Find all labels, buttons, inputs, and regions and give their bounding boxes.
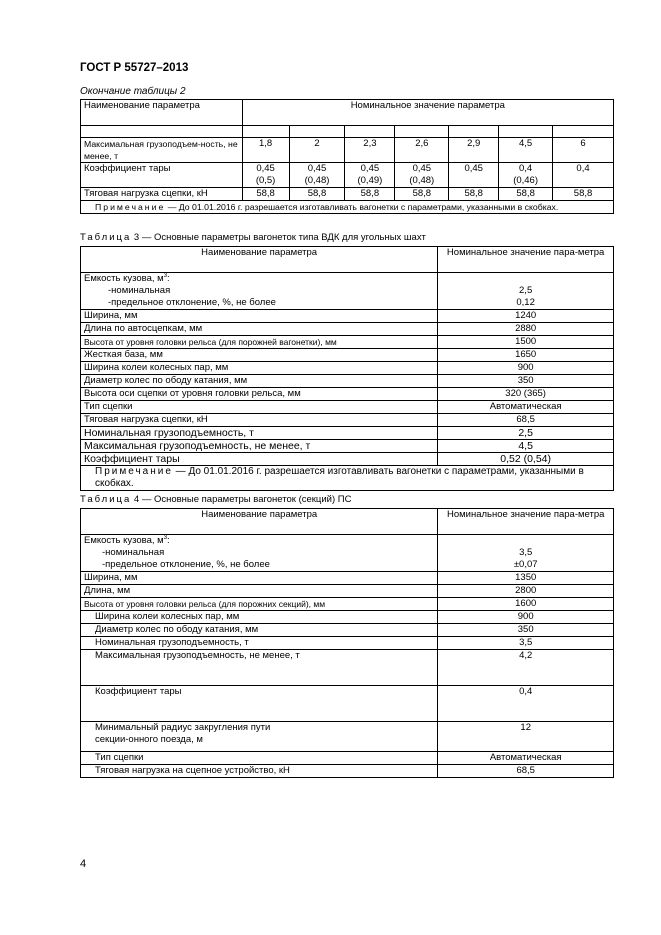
t4-cap-label: Емкость кузова, м (84, 535, 164, 546)
t2-cell: 0,45 (0,5) (242, 163, 289, 188)
t4-row-value: 12 (438, 722, 614, 752)
t2-header-value: Номинальное значение параметра (242, 100, 613, 126)
t4-row-value: Автоматическая (438, 752, 614, 765)
t4-row-label: Тип сцепки (81, 752, 438, 765)
t3-row-value: 1500 (438, 336, 614, 349)
t2-cell: 1,8 (242, 138, 289, 163)
t4-row-value: 1350 (438, 572, 614, 585)
table4-caption-text: 4 — Основные параметры вагонеток (секций) ПС (133, 494, 352, 505)
t2-cell: 58,8 (553, 188, 614, 201)
t2-cell: 0,45 (0,49) (345, 163, 395, 188)
t2-row-label: Максимальная грузоподъем-ность, не менее, т (81, 138, 243, 163)
t3-row-label: Высота от уровня головки рельса (для порожней вагонетки), мм (81, 336, 438, 349)
t3-row-label: Максимальная грузоподъемность, не менее, т (81, 440, 438, 453)
t3-row-label: Тип сцепки (81, 401, 438, 414)
t2-cell: 0,4 (553, 163, 614, 188)
t3-capacity-label: Емкость кузова, $м^3$: -номинальная -предельное отклонение, %, не более (81, 273, 438, 310)
table-4 (80, 508, 614, 778)
t4-row-value: 350 (438, 624, 614, 637)
t2-cell: 58,8 (499, 188, 553, 201)
t2-cell: 2,3 (345, 138, 395, 163)
t3-row-label: Высота оси сцепки от уровня головки рельса, мм (81, 388, 438, 401)
t4-cap-sub2: -предельное отклонение, %, не более (102, 559, 270, 570)
t3-header-value: Номинальное значение пара-метра (438, 247, 614, 273)
document-header: ГОСТ Р 55727–2013 (80, 62, 189, 74)
t4-capacity-values (438, 535, 614, 572)
t3-row-value: 68,5 (438, 414, 614, 427)
t2-cell: 0,4 (0,46) (499, 163, 553, 188)
t2-cell: 2,9 (449, 138, 499, 163)
t3-row-value: 350 (438, 375, 614, 388)
t2-cell: 4,5 (499, 138, 553, 163)
t3-row-label: Тяговая нагрузка сцепки, кН (81, 414, 438, 427)
t2-row-label: Коэффициент тары (81, 163, 243, 188)
t4-row-value: 2800 (438, 585, 614, 598)
t4-cap-sup: 3 (163, 534, 168, 541)
table-3 (80, 246, 614, 491)
t3-row-value: 1650 (438, 349, 614, 362)
t3-cap-label: Емкость кузова, м (84, 273, 164, 284)
t3-row-label: Коэффициент тары (81, 453, 438, 466)
t3-row-value: 320 (365) (438, 388, 614, 401)
table4-caption-word: Таблица (80, 494, 132, 505)
table-2 (80, 99, 614, 214)
t4-row-label: Максимальная грузоподъемность, не менее, т (81, 650, 438, 686)
t4-row-value: 900 (438, 611, 614, 624)
table2-caption: Окончание таблицы 2 (80, 86, 186, 97)
t3-cap-sub1: -номинальная (108, 285, 171, 296)
t3-row-label: Ширина, мм (81, 310, 438, 323)
table4-caption (80, 494, 351, 505)
t2-row-label: Тяговая нагрузка сцепки, кН (81, 188, 243, 201)
t3-row-label: Ширина колеи колесных пар, мм (81, 362, 438, 375)
t4-row-label: Длина, мм (81, 585, 438, 598)
t3-note-text: — До 01.01.2016 г. разрешается изготавливать вагонетки с параметрами, указанными в скобках. (95, 466, 584, 489)
t2-cell: 58,8 (395, 188, 449, 201)
t3-row-value: 900 (438, 362, 614, 375)
t3-row-label: Диаметр колес по ободу катания, мм (81, 375, 438, 388)
t3-row-value: Автоматическая (438, 401, 614, 414)
t4-capacity-label: Емкость кузова, $м^3$: -номинальная -предельное отклонение, %, не более (81, 535, 438, 572)
t4-row-value: 0,4 (438, 686, 614, 722)
t3-row-value: 1240 (438, 310, 614, 323)
t2-header-name: Наименование параметра (81, 100, 243, 126)
t3-cap-sup: 3 (163, 272, 168, 279)
t2-cell: 58,8 (289, 188, 345, 201)
t3-capacity-values (438, 273, 614, 310)
page-number: 4 (80, 858, 87, 870)
t3-row-label: Длина по автосцепкам, мм (81, 323, 438, 336)
t4-row-label: Диаметр колес по ободу катания, мм (81, 624, 438, 637)
t2-note (81, 201, 614, 214)
t3-cap-sub2: -предельное отклонение, %, не более (108, 297, 276, 308)
t4-header-value: Номинальное значение пара-метра (438, 509, 614, 535)
t4-cap-sub1: -номинальная (102, 547, 165, 558)
t4-row-value: 68,5 (438, 765, 614, 778)
t4-row-label: Коэффициент тары (81, 686, 438, 722)
t3-note-word: Примечание (95, 466, 173, 477)
t4-row-value: 4,2 (438, 650, 614, 686)
t4-row-label: Высота от уровня головки рельса (для порожних секций), мм (81, 598, 438, 611)
t2-cell: 58,8 (449, 188, 499, 201)
t2-cell: 0,45 (449, 163, 499, 188)
t4-row-label: Ширина, мм (81, 572, 438, 585)
t2-cell: 0,45 (0,48) (289, 163, 345, 188)
t4-cap-val2: ±0,07 (513, 559, 538, 570)
t3-note (81, 466, 614, 491)
table3-caption (80, 232, 426, 243)
table3-caption-word: Таблица (80, 232, 132, 243)
t2-cell: 58,8 (242, 188, 289, 201)
t3-cap-val2: 0,12 (516, 297, 535, 308)
t4-header-name: Наименование параметра (81, 509, 438, 535)
t3-row-value: 2880 (438, 323, 614, 336)
t2-cell: 58,8 (345, 188, 395, 201)
t3-row-value: 0,52 (0,54) (438, 453, 614, 466)
t4-row-label: Минимальный радиус закругления пути секции-онного поезда, м (81, 722, 438, 752)
t3-header-name: Наименование параметра (81, 247, 438, 273)
t3-row-value: 4,5 (438, 440, 614, 453)
t4-row-label: Номинальная грузоподъемность, т (81, 637, 438, 650)
t3-row-label: Номинальная грузоподъемность, т (81, 427, 438, 440)
t3-row-value: 2,5 (438, 427, 614, 440)
t2-cell: 2,6 (395, 138, 449, 163)
t2-note-word: Примечание (95, 202, 166, 212)
t4-row-value: 3,5 (438, 637, 614, 650)
t2-cell: 0,45 (0,48) (395, 163, 449, 188)
t4-row-label: Тяговая нагрузка на сцепное устройство, кН (81, 765, 438, 778)
t2-note-text: — До 01.01.2016 г. разрешается изготавливать вагонетки с параметрами, указанными в скобках. (165, 202, 559, 212)
t2-cell: 6 (553, 138, 614, 163)
t4-cap-val1: 3,5 (519, 547, 533, 558)
t4-row-label: Ширина колеи колесных пар, мм (81, 611, 438, 624)
t2-cell: 2 (289, 138, 345, 163)
table3-caption-text: 3 — Основные параметры вагонеток типа ВДК для угольных шахт (133, 232, 426, 243)
t3-cap-val1: 2,5 (519, 285, 533, 296)
t4-row-value: 1600 (438, 598, 614, 611)
t3-row-label: Жесткая база, мм (81, 349, 438, 362)
